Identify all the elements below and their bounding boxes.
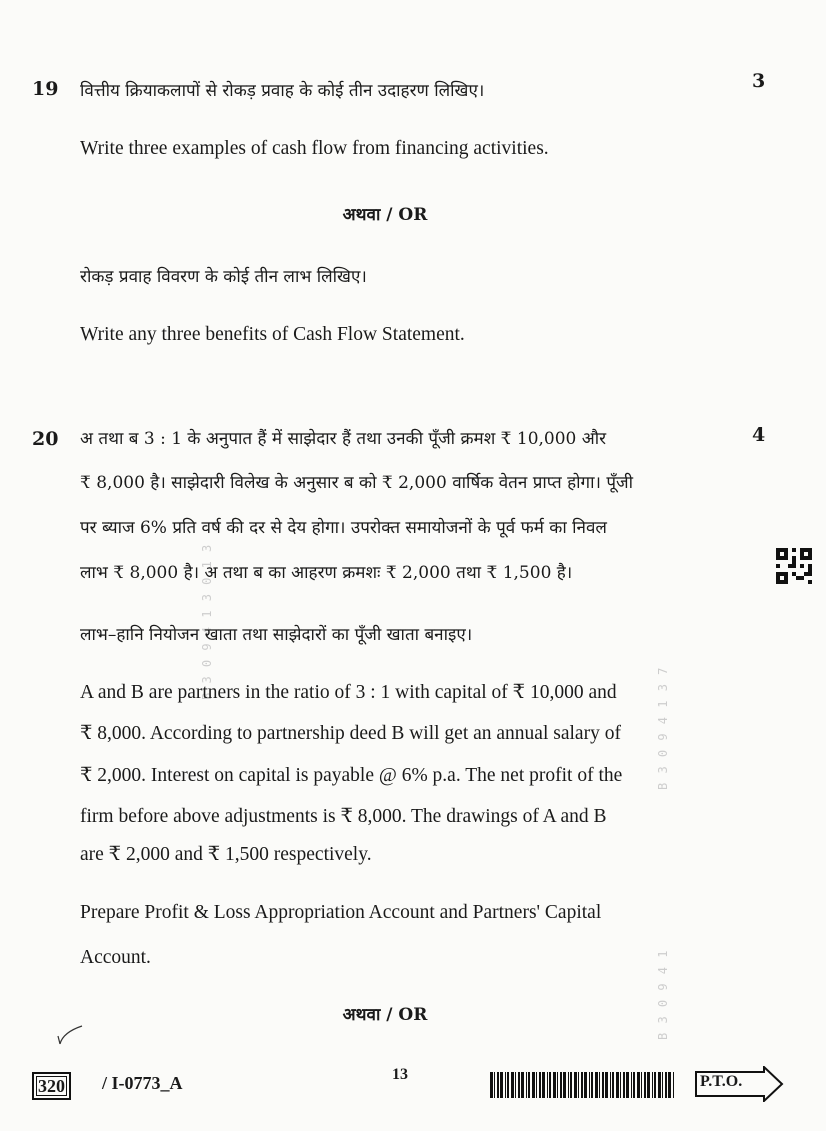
watermark-mid: B 3 0 9 4 1 3 7 — [656, 666, 670, 790]
question-english-line: firm before above adjustments is ₹ 8,000. The drawings of A and B — [80, 806, 607, 827]
question-hindi-line: अ तथा ब 3 : 1 के अनुपात हैं में साझेदार हैं तथा उनकी पूँजी क्रमश ₹ 10,000 और — [80, 429, 607, 449]
question-english-line: ₹ 2,000. Interest on capital is payable @ 6% p.a. The net profit of the — [80, 765, 623, 786]
question-hindi-line: पर ब्याज 6% प्रति वर्ष की दर से देय होगा। उपरोक्त समायोजनों के पूर्व फर्म का निवल — [80, 518, 607, 538]
question-text-english: Write three examples of cash flow from financing activities. — [80, 138, 549, 159]
watermark-right: B 3 0 9 4 1 — [656, 949, 670, 1040]
watermark-left: B 3 0 9 4 1 3 0 1 3 — [200, 543, 214, 700]
question-number: 20 — [32, 428, 59, 450]
question-hindi-line: लाभ ₹ 8,000 है। अ तथा ब का आहरण क्रमशः ₹ 2,000 तथा ₹ 1,500 है। — [80, 563, 573, 583]
alt-question-hindi: रोकड़ प्रवाह विवरण के कोई तीन लाभ लिखिए। — [80, 267, 367, 287]
question-english-line: Account. — [80, 947, 151, 968]
question-number: 19 — [32, 78, 59, 100]
handwritten-tick-icon — [56, 1022, 86, 1048]
question-hindi-line: लाभ–हानि नियोजन खाता तथा साझेदारों का पूँजी खाता बनाइए। — [80, 625, 473, 645]
or-separator: अथवा / OR — [342, 1005, 428, 1025]
or-separator: अथवा / OR — [342, 205, 428, 225]
question-text-hindi: वित्तीय क्रियाकलापों से रोकड़ प्रवाह के कोई तीन उदाहरण लिखिए। — [80, 81, 485, 101]
pto-label: P.T.O. — [700, 1073, 743, 1090]
question-english-line: Prepare Profit & Loss Appropriation Account and Partners' Capital — [80, 902, 602, 923]
question-marks: 3 — [752, 70, 766, 92]
page-number: 13 — [392, 1066, 408, 1083]
question-english-line: ₹ 8,000. According to partnership deed B will get an annual salary of — [80, 723, 621, 744]
barcode-icon — [490, 1072, 676, 1098]
qr-code-icon — [776, 548, 812, 584]
alt-question-english: Write any three benefits of Cash Flow Statement. — [80, 324, 465, 345]
question-hindi-line: ₹ 8,000 है। साझेदारी विलेख के अनुसार ब को ₹ 2,000 वार्षिक वेतन प्राप्त होगा। पूँजी — [80, 473, 634, 493]
set-code: / I-0773_A — [102, 1073, 183, 1093]
question-english-line: A and B are partners in the ratio of 3 : 1 with capital of ₹ 10,000 and — [80, 682, 617, 703]
question-english-line: are ₹ 2,000 and ₹ 1,500 respectively. — [80, 844, 372, 865]
paper-code-box: 320 — [32, 1072, 71, 1100]
question-marks: 4 — [752, 424, 766, 446]
